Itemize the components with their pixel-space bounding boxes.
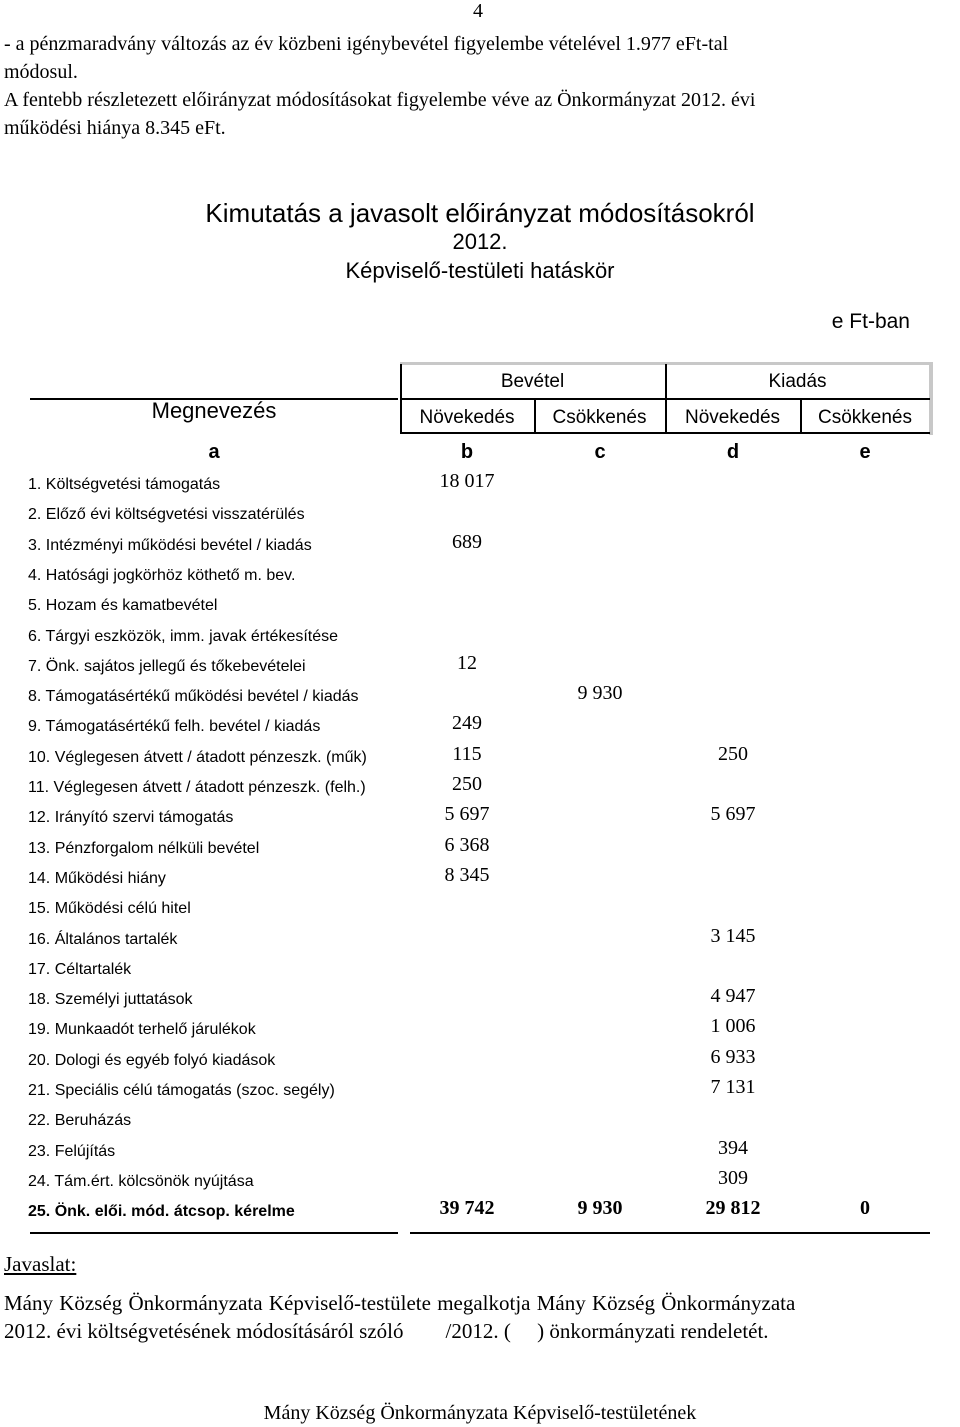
table-row-label: 23. Felújítás — [28, 1143, 116, 1160]
table-row-label: 6. Tárgyi eszközök, imm. javak értékesítése — [28, 628, 339, 645]
table-row-label: 9. Támogatásértékű felh. bevétel / kiadás — [28, 718, 321, 735]
table-cell-d: 1 006 — [710, 1015, 756, 1037]
document-scope: Képviselő-testületi hatáskör — [345, 258, 615, 283]
table-cell-d: 5 697 — [710, 803, 756, 825]
table-cell-b: 250 — [452, 773, 482, 795]
table-cell-b: 6 368 — [444, 834, 490, 856]
total-underline — [30, 1232, 398, 1234]
proposal-line: 2012. évi költségvetésének módosításáról szóló /2012. ( ) önkormányzati rendeletét. — [4, 1319, 769, 1343]
document-title: Kimutatás a javasolt előirányzat módosításokról — [205, 198, 755, 228]
table-cell-d: 4 947 — [710, 985, 756, 1007]
table-row-label: 4. Hatósági jogkörhöz köthető m. bev. — [28, 567, 296, 584]
intro-line: A fentebb részletezett előirányzat módosításokat figyelembe véve az Önkormányzat 2012. évi — [4, 89, 756, 111]
table-row-label: 14. Működési hiány — [28, 870, 166, 887]
intro-line: - a pénzmaradvány változás az év közbeni igénybevétel figyelembe vételével 1.977 eFt-tal — [4, 33, 729, 55]
proposal-heading: Javaslat: — [4, 1252, 77, 1276]
table-cell-b: 8 345 — [444, 864, 490, 886]
total-underline — [410, 1232, 930, 1234]
total-row-label: 25. Önk. elői. mód. átcsop. kérelme — [28, 1203, 295, 1220]
table-row-label: 18. Személyi juttatások — [28, 991, 193, 1008]
table-row-label: 17. Céltartalék — [28, 961, 132, 978]
table-cell-d: 7 131 — [710, 1076, 756, 1098]
table-cell-c: 9 930 — [577, 682, 623, 704]
table-row-label: 1. Költségvetési támogatás — [28, 476, 221, 493]
header-sub: Növekedés — [419, 407, 515, 428]
table-row-label: 10. Véglegesen átvett / átadott pénzeszk. (műk) — [28, 749, 367, 766]
table-cell-b: 12 — [457, 652, 477, 674]
header-sub: Csökkenés — [552, 407, 647, 428]
table-cell-b: 689 — [452, 531, 482, 553]
table-cell-d: 6 933 — [710, 1046, 756, 1068]
table-cell-d: 394 — [718, 1137, 748, 1159]
column-letter-a: a — [208, 441, 220, 463]
total-value-d: 29 812 — [705, 1197, 761, 1219]
header-sub: Növekedés — [684, 407, 781, 428]
table-cell-b: 18 017 — [439, 470, 495, 492]
document-year: 2012. — [452, 229, 508, 254]
table-row-label: 11. Véglegesen átvett / átadott pénzeszk. (felh.) — [28, 779, 366, 796]
column-letter-b: b — [460, 441, 474, 463]
table-cell-d: 309 — [718, 1167, 748, 1189]
total-value-e: 0 — [860, 1197, 870, 1219]
table-row-label: 16. Általános tartalék — [28, 931, 178, 948]
header-bevetel: Bevétel — [500, 371, 565, 392]
table-cell-b: 249 — [452, 712, 482, 734]
table-row-label: 5. Hozam és kamatbevétel — [28, 597, 218, 614]
column-letter-c: c — [594, 441, 606, 463]
page-number: 4 — [473, 0, 483, 22]
table-row-label: 20. Dologi és egyéb folyó kiadások — [28, 1052, 276, 1069]
intro-line: módosul. — [4, 61, 78, 83]
table-row-label: 22. Beruházás — [28, 1112, 132, 1129]
header-sub: Csökkenés — [818, 407, 912, 428]
table-row-label: 8. Támogatásértékű működési bevétel / kiadás — [28, 688, 359, 705]
table-row-label: 2. Előző évi költségvetési visszatérülés — [28, 506, 305, 523]
table-cell-d: 250 — [718, 743, 748, 765]
table-row-label: 3. Intézményi működési bevétel / kiadás — [28, 537, 312, 554]
table-row-label: 24. Tám.ért. kölcsönök nyújtása — [28, 1173, 254, 1190]
total-value-c: 9 930 — [577, 1197, 623, 1219]
table-row-label: 15. Működési célú hitel — [28, 900, 191, 917]
table-cell-b: 115 — [452, 743, 482, 765]
column-letter-d: d — [726, 441, 740, 463]
unit-label: e Ft-ban — [831, 310, 910, 333]
table-row-label: 19. Munkaadót terhelő járulékok — [28, 1021, 256, 1038]
table-row-label: 7. Önk. sajátos jellegű és tőkebevételei — [28, 658, 306, 675]
column-letter-e: e — [859, 441, 871, 463]
table-row-label: 12. Irányító szervi támogatás — [28, 809, 234, 826]
proposal-line: Mány Község Önkormányzata Képviselő-testülete megalkotja Mány Község Önkormányzata — [4, 1291, 796, 1315]
table-row-label: 13. Pénzforgalom nélküli bevétel — [28, 840, 260, 857]
table-cell-b: 5 697 — [444, 803, 490, 825]
footer: Mány Község Önkormányzata Képviselő-testületének — [263, 1402, 697, 1424]
total-value-b: 39 742 — [439, 1197, 495, 1219]
table-row-label: 21. Speciális célú támogatás (szoc. segély) — [28, 1082, 335, 1099]
header-megnevezes: Megnevezés — [151, 398, 277, 423]
intro-line: működési hiánya 8.345 eFt. — [4, 117, 226, 139]
header-kiadas: Kiadás — [768, 371, 827, 392]
table-cell-d: 3 145 — [710, 925, 756, 947]
